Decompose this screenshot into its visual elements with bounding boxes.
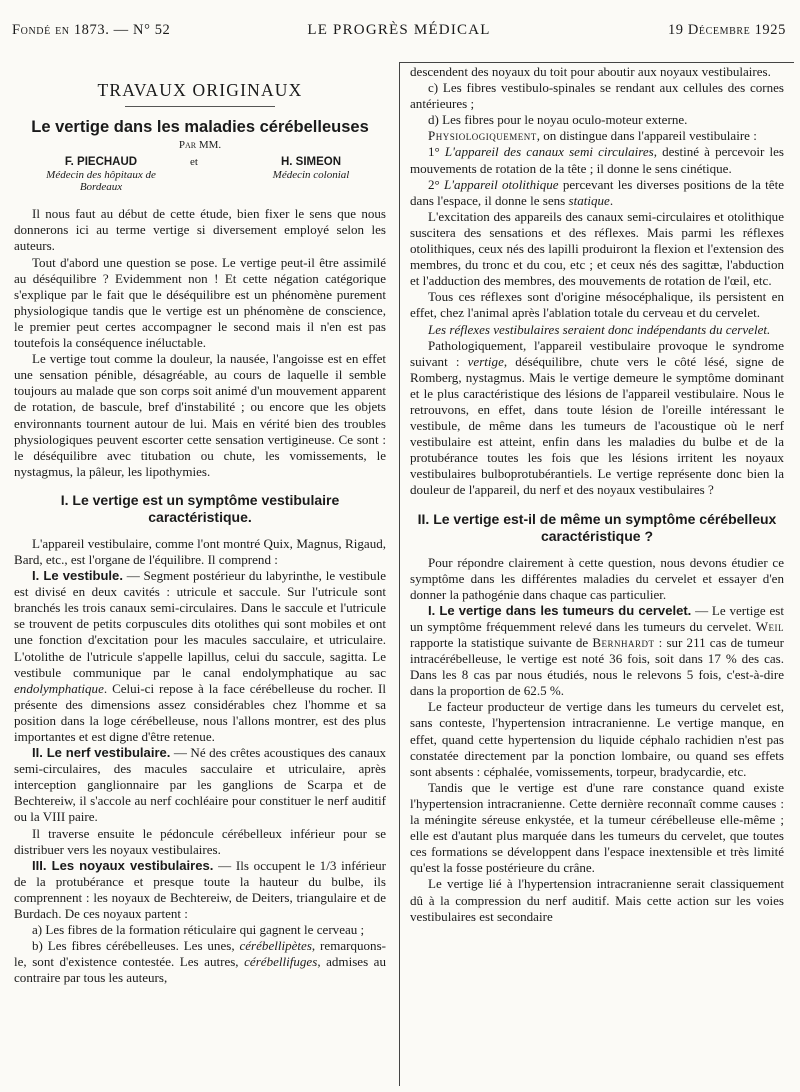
list-item-c: c) Les fibres vestibulo-spinales se rendant aux cellules des cornes antérieures ; <box>410 80 784 112</box>
paragraph: Le facteur producteur de vertige dans les tumeurs du cervelet est, sans conteste, l'hypertension intracranienne. Le vertige manque, en effet, quand cette hypertension du liquide céphalo rachidien n'est pas constatée directement par la ponction lombaire, ou quand ses effets sont absents : céphalée, vomissements, torpeur, bradycardie, etc. <box>410 699 784 779</box>
header-founded: Fondé en 1873. — N° 52 <box>12 22 171 38</box>
subheading-noyaux: III. Les noyaux vestibulaires. <box>32 857 214 873</box>
list-item-b: b) Les fibres cérébelleuses. Les unes, cérébellipètes, remarquons-le, sont d'existence contestée. Les autres, cérébellifuges, admises au contraire par tous les auteurs, <box>14 938 386 986</box>
paragraph-physiologiquement: Physiologiquement, on distingue dans l'appareil vestibulaire : <box>428 128 757 144</box>
right-column-top-rule <box>399 62 794 63</box>
authors-conjunction: et <box>190 156 198 169</box>
paragraph: Le vertige lié à l'hypertension intracranienne serait classiquement dû à la compression du nerf auditif. Mais cette action sur les voies vestibulaires est secondaire <box>410 876 784 924</box>
article-title: Le vertige dans les maladies cérébelleuses <box>31 118 369 137</box>
list-item-1: 1° L'appareil des canaux semi circulaires, destiné à percevoir les mouvements de rotation de la tête ; il donne le sens cinétique. <box>410 144 784 176</box>
section-rubric: TRAVAUX ORIGINAUX <box>97 80 303 100</box>
rubric-underline <box>125 106 275 107</box>
paragraph: Le vertige tout comme la douleur, la nausée, l'angoisse est en effet une sensation pénible, désagréable, au cours de laquelle il semble toujours au malade que son corps soit animé d'un mouvement apparent de rotation, de bascule, bref d'instabilité ; ou encore que les objets environnants tournent autour de lui. Mais en vérité bien des troubles physiologiques peuvent escorter cette sensation vertigineuse. Ce sont : le déséquilibre avec titubation ou chute, les vomissements, le nystagmus, la pâleur, les lipothymies. <box>14 351 386 479</box>
list-item-d: d) Les fibres pour le noyau oculo-moteur externe. <box>428 112 688 128</box>
author-a <box>26 156 176 194</box>
paragraph-vestibule: I. Le vestibule. — Segment postérieur du labyrinthe, le vestibule est divisé en deux cavités : utricule et saccule. Sur l'utricule sont branchés les trois canaux semi-circulaires. Dans le saccule et l'utricule se trouvent de petits corpuscules dits otolithes qui sont mobiles et ont une fonction d'excitation pour les macules sacculaire, et utriculaire. L'otolithe de l'utricule s'appelle lapillus, celui du saccule, sagitta. Le vestibule communique par le canal endolymphatique au sac endolymphatique. Celui-ci repose à la face cérébelleuse du rocher. Il présente des dimensions assez considérables chez l'homme et sa position dans la loge cérébelleuse, nous l'allons montrer, est des plus importantes et est digne d'être retenue. <box>14 568 386 744</box>
left-column <box>14 68 386 1088</box>
paragraph: Il traverse ensuite le pédoncule cérébelleux inférieur pour se distribuer vers les noyaux vestibulaires. <box>14 825 386 857</box>
paragraph: L'excitation des appareils des canaux semi-circulaires et otolithique suscitera des sensations et des réflexes. Mais parmi les réflexes otolithiques, ceux nés des lapilli produiront la flexion et l'extension des membres, du tronc et du cou, etc ; et ceux nés des sagittæ, l'abduction et l'adduction des membres, des mouvements de rotation de l'œil, etc. <box>410 208 784 289</box>
author-b-name: H. SIMEON <box>280 156 342 169</box>
author-a-name: F. PIECHAUD <box>64 156 138 169</box>
paragraph: Tous ces réflexes sont d'origine mésocéphalique, ils persistent en effet, chez l'animal après l'ablation totale du cerveau et du cervelet. <box>410 289 784 321</box>
author-a-affiliation: Médecin des hôpitaux de Bordeaux <box>46 168 156 194</box>
byline-par-mm: Par MM. <box>178 139 222 152</box>
author-b-affiliation: Médecin colonial <box>272 168 350 181</box>
paragraph: Il nous faut au début de cette étude, bien fixer le sens que nous donnerons ici au terme vertige si diversement employé selon les auteurs. <box>14 206 386 254</box>
column-divider <box>399 62 400 1086</box>
paragraph-continued: descendent des noyaux du toit pour aboutir aux noyaux vestibulaires. <box>410 64 771 79</box>
paragraph-italic: Les réflexes vestibulaires seraient donc indépendants du cervelet. <box>428 321 771 337</box>
running-header <box>12 14 786 40</box>
right-column <box>410 64 784 1088</box>
paragraph: L'appareil vestibulaire, comme l'ont montré Quix, Magnus, Rigaud, Bard, etc., est l'organe de l'équilibre. Il comprend : <box>14 535 386 567</box>
section-heading-1: I. Le vertige est un symptôme vestibulaire caractéristique. <box>60 491 340 525</box>
paragraph-tumeurs: I. Le vertige dans les tumeurs du cervelet. — Le vertige est un symptôme fréquemment relevé dans les tumeurs du cervelet. Weil rapporte la statistique suivante de Bernhardt : sur 211 cas de tumeur intracérébelleuse, le vertige est noté 36 fois, soit dans 17 % des cas. Dans les 8 cas par nous étudiés, nous le relevons 5 fois, c'est-à-dire dans la proportion de 62.5 %. <box>410 602 784 699</box>
header-date: 19 Décembre 1925 <box>667 22 786 38</box>
subheading-nerf: II. Le nerf vestibulaire. <box>32 745 171 761</box>
subheading-vestibule: I. Le vestibule. <box>32 568 123 584</box>
paragraph: Tandis que le vertige est d'une rare constance quand existe l'hypertension intracranienne. Cette dernière reconnaît comme causes : la méningite séreuse enkystée, et la tumeur cérébelleuse elle-même ; elle est d'autant plus marquée dans les tumeurs du cervelet, que toutes ces formations se développent dans l'espace inextensible et très limité qu'est la fosse postérieure du crâne. <box>410 779 784 876</box>
paragraph-pathologiquement: Pathologiquement, l'appareil vestibulaire provoque le syndrome suivant : vertige, déséquilibre, chute vers le côté lésé, signe de Romberg, nystagmus. Mais le vertige demeure le symptôme dominant et le plus caractéristique des lésions de l'appareil vestibulaire. Nous le retrouvons, en effet, dans toute lésion de l'oreille intéressant le vestibule, de même dans les tumeurs de l'acoustique où le nerf vestibulaire est atteint, enfin dans les maladies du bulbe et de la protubérance toutes les fois que les lésions irritent les noyaux vestibulaires bulboprotubérantiels. Le vertige représente donc bien la douleur de l'appareil, du nerf et des noyaux vestibulaires ? <box>410 337 784 498</box>
list-item-2: 2° L'appareil otolithique percevant les diverses positions de la tête dans l'espace, il donne le sens statique. <box>410 176 784 208</box>
journal-title: LE PROGRÈS MÉDICAL <box>307 22 491 38</box>
section-heading-2: II. Le vertige est-il de même un symptôme cérébelleux caractéristique ? <box>417 510 777 544</box>
paragraph: Tout d'abord une question se pose. Le vertige peut-il être assimilé au déséquilibre ? Evidemment non ! Et cette négation catégorique s'explique par le fait que le déséquilibre est un phénomène purement physiologique tandis que le vertige est un phénomène de conscience, le premier peut certes accompagner le second mais il n'en est pas toutefois la conséquence inéluctable. <box>14 254 386 351</box>
author-b <box>246 156 376 181</box>
paragraph-nerf: II. Le nerf vestibulaire. — Né des crêtes acoustiques des canaux semi-circulaires, des macules sacculaire et utriculaire, après interception ganglionnaire par les ganglions de Scarpa et de Bechtereiw, il s'accole au nerf cochléaire pour constituer le nerf auditif ou la VIII paire. <box>14 745 386 825</box>
subheading-tumeurs: I. Le vertige dans les tumeurs du cervelet. <box>428 602 692 618</box>
authors-block <box>14 156 386 200</box>
list-item-a: a) Les fibres de la formation réticulaire qui gagnent le cerveau ; <box>32 922 365 938</box>
paragraph-noyaux: III. Les noyaux vestibulaires. — Ils occupent le 1/3 inférieur de la protubérance et presque toute la hauteur du bulbe, ils comprennent : les noyaux de Bechtereiw, de Deiters, triangulaire et de Burdach. De ces noyaux partent : <box>14 857 386 922</box>
paragraph: Pour répondre clairement à cette question, nous devons étudier ce symptôme dans les différentes maladies du cervelet et essayer d'en donner la pathogénie dans chaque cas particulier. <box>410 554 784 602</box>
